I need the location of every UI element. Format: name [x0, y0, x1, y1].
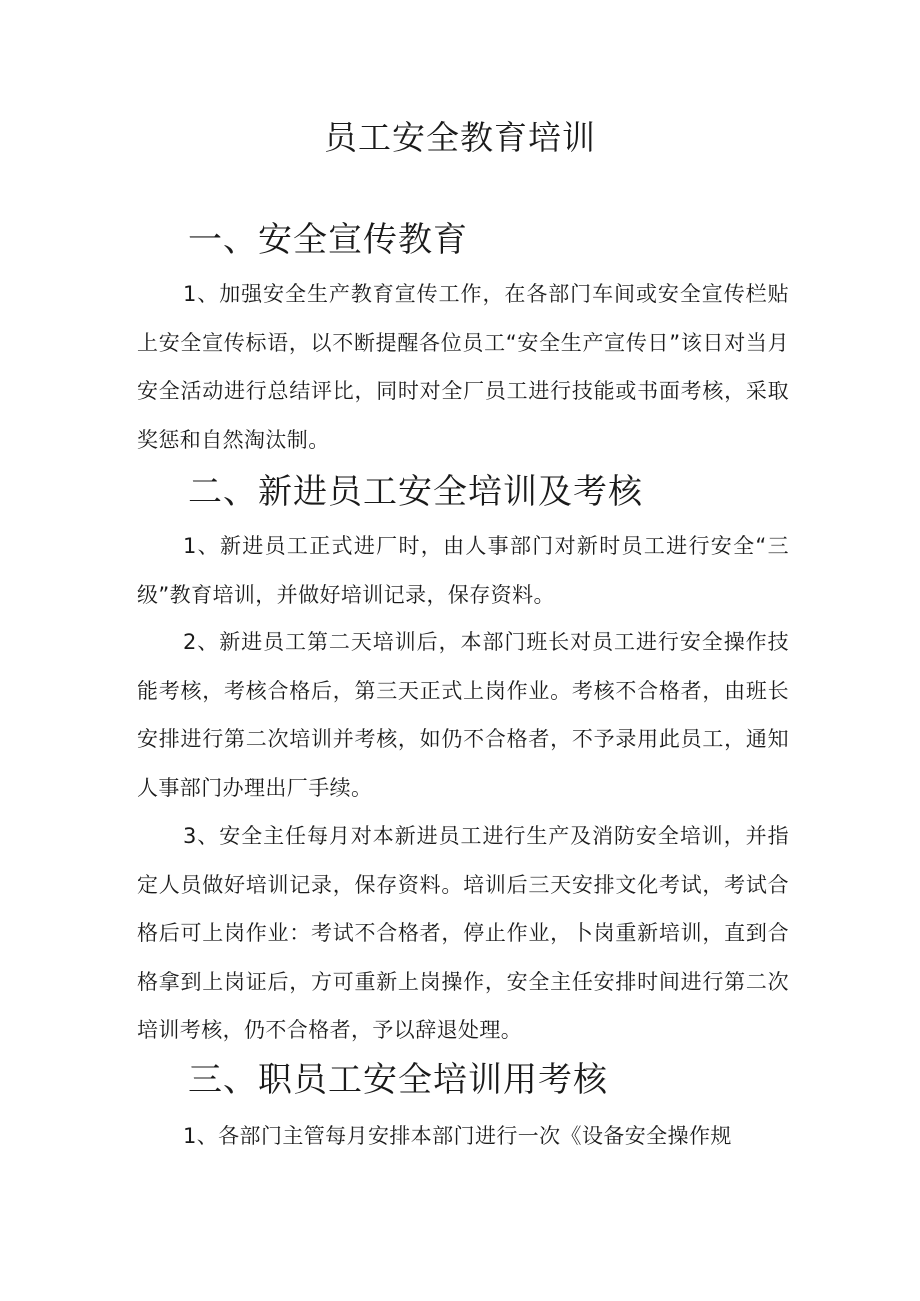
- section-1-paragraph-1: 1、加强安全生产教育宣传工作，在各部门车间或安全宣传栏贴上安全宣传标语，以不断提醒各位员工“安全生产宣传日”该日对当月安全活动进行总结评比，同时对全厂员工进行技能或书面考核，采取奖惩和自然淘汰制。: [137, 282, 789, 452]
- section-2-paragraph-3: 3、安全主任每月对本新进员工进行生产及消防安全培训，并指定人员做好培训记录，保存资料。培训后三天安排文化考试，考试合格后可上岗作业：考试不合格者，停止作业，卜岗重新培训，直到合格拿到上岗证后，方可重新上岗操作，安全主任安排时间进行第二次培训考核，仍不合格者，予以辞退处理。: [137, 824, 789, 1042]
- section-heading-2: 二、新进员工安全培训及考核: [188, 472, 643, 512]
- section-2-paragraph-2: 2、新进员工第二天培训后，本部门班长对员工进行安全操作技能考核，考核合格后，第三天正式上岗作业。考核不合格者，由班长安排进行第二次培训并考核，如仍不合格者，不予录用此员工，通知人事部门办理出厂手续。: [137, 630, 789, 800]
- section-3-paragraph-1: 1、各部门主管每月安排本部门进行一次《设备安全操作规: [183, 1124, 732, 1148]
- section-2-paragraph-1: 1、新进员工正式进厂时，由人事部门对新时员工进行安全“三级”教育培训，并做好培训记录，保存资料。: [137, 534, 789, 607]
- section-heading-3: 三、职员工安全培训用考核: [188, 1060, 608, 1100]
- document-title: 员工安全教育培训: [324, 118, 596, 157]
- section-heading-1: 一、安全宣传教育: [188, 220, 468, 260]
